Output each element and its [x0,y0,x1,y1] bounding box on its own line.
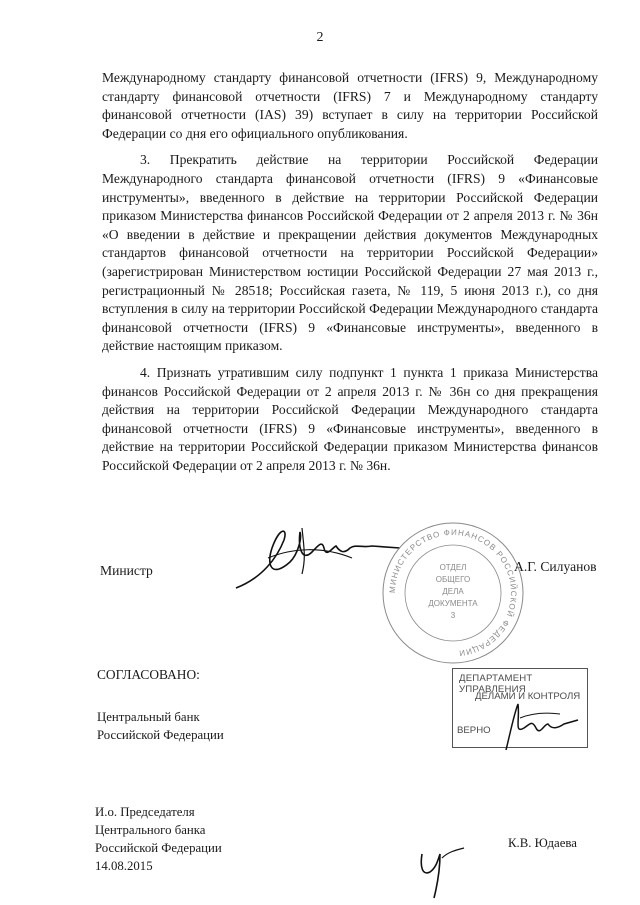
signer-title: Министр [100,563,153,578]
signer-name: А.Г. Силуанов [514,559,597,574]
agreed-label: СОГЛАСОВАНО: [97,667,200,682]
verification-signature [500,694,580,754]
chair-line: Центрального банка [95,823,206,837]
control-stamp-line2: ДЕЛАМИ И КОНТРОЛЯ [475,691,581,702]
control-stamp-line1: ДЕПАРТАМЕНТ УПРАВЛЕНИЯ [459,673,533,695]
round-stamp [378,518,528,668]
document-body [102,69,598,475]
chair-block [95,803,222,875]
paragraph-item-3: 3. Прекратить действие на территории Российской Федерации Международного стандарта финансовой отчетности (IFRS) 9 «Финансовые инструменты», введенного в действие на территории Российской Федерации приказом Министерства финансов Российской Федерации от 2 апреля 2013 г. № 36н «О введении в действие и прекращении действия документов Международных стандартов финансовой отчетности на территории Российской Федерации» (зарегистрирован Министерством юстиции Российской Федерации 27 мая 2013 г., регистрационный № 28518; Российская газета, № 119, 5 июня 2013 г.), со дня вступления в силу на территории Российской Федерации Международного стандарта финансовой отчетности (IFRS) 9 «Финансовые инструменты», введенного в действие настоящим приказом. [102,152,598,354]
round-stamp-line: ОТДЕЛ [439,563,467,572]
round-stamp-line: ДЕЛА [442,587,464,596]
central-bank-line: Центральный банк [97,710,200,724]
chair-name: К.В. Юдаева [508,836,577,850]
round-stamp-ring-text: МИНИСТЕРСТВО ФИНАНСОВ РОССИЙСКОЙ ФЕДЕРАЦИИ [387,527,519,658]
paragraph-continuation: Международному стандарту финансовой отчетности (IFRS) 9, Международному стандарту финансовой отчетности (IFRS) 7 и Международному стандарту финансовой отчетности (IAS) 39) вступает в силу на территории Российской Федерации со дня его официального опубликования. [102,70,598,141]
initial-signature [412,842,472,902]
chair-date: 14.08.2015 [95,859,153,873]
round-stamp-line: ДОКУМЕНТА [428,599,478,608]
chair-line: Российской Федерации [95,841,222,855]
round-stamp-line: 3 [450,611,456,620]
round-stamp-line: ОБЩЕГО [435,575,471,584]
central-bank-line: Российской Федерации [97,728,224,742]
central-bank-block [97,708,224,744]
control-stamp-line3: ВЕРНО [457,725,491,736]
minister-signature [232,518,402,598]
page-number: 2 [316,30,324,45]
chair-line: И.о. Председателя [95,805,195,819]
paragraph-item-4: 4. Признать утратившим силу подпункт 1 пункта 1 приказа Министерства финансов Российской Федерации от 2 апреля 2013 г. № 36н со дня прекращения действия на территории Российской Федерации Международного стандарта финансовой отчетности (IFRS) 9 «Финансовые инструменты», введенного в действие на территории Российской Федерации приказом Министерства финансов Российской Федерации от 2 апреля 2013 г. № 36н. [102,364,598,473]
